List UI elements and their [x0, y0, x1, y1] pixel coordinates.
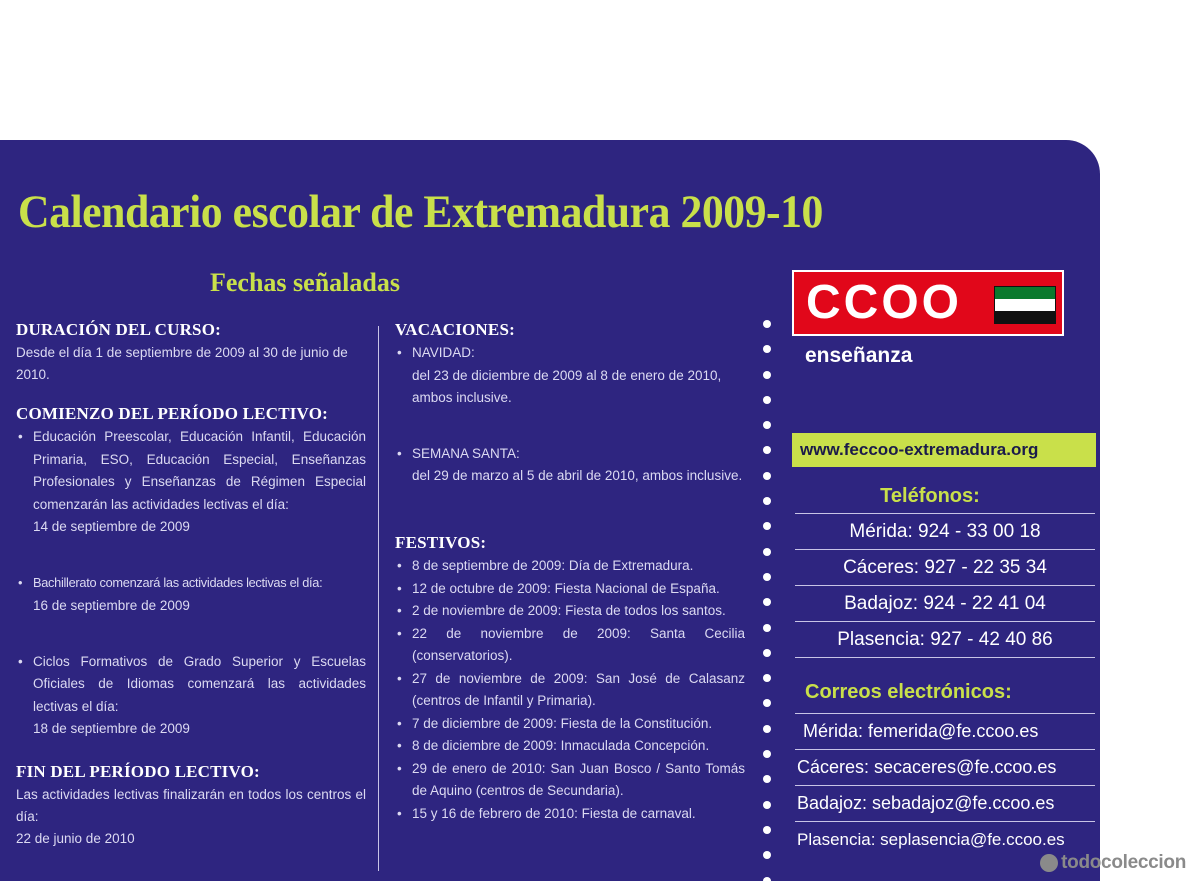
email-row[interactable]: Mérida: femerida@fe.ccoo.es: [795, 713, 1095, 749]
binding-dot: [763, 396, 771, 404]
santa-text: del 29 de marzo al 5 de abril de 2010, ambos inclusive.: [412, 468, 743, 483]
festivo-item: • 8 de diciembre de 2009: Inmaculada Concepción.: [395, 735, 745, 758]
binding-dot: [763, 345, 771, 353]
correos-table: [795, 713, 1095, 857]
comienzo-date-2: 16 de septiembre de 2009: [33, 597, 190, 613]
binding-dot: [763, 421, 771, 429]
binding-dot: [763, 371, 771, 379]
festivo-item: • 2 de noviembre de 2009: Fiesta de todos los santos.: [395, 600, 745, 623]
vacaciones-heading: VACACIONES:: [395, 320, 515, 339]
comienzo-date-3: 18 de septiembre de 2009: [33, 721, 190, 736]
binding-dot: [763, 699, 771, 707]
comienzo-date-1: 14 de septiembre de 2009: [33, 519, 190, 534]
fin-text: Las actividades lectivas finalizarán en todos los centros el día:: [16, 787, 366, 824]
comienzo-list: [16, 426, 366, 516]
binding-dot: [763, 320, 771, 328]
binding-dot: [763, 598, 771, 606]
page-title: Calendario escolar de Extremadura 2009-10: [18, 186, 823, 238]
festivo-item: • 12 de octubre de 2009: Fiesta Nacional de España.: [395, 578, 745, 601]
email-row[interactable]: Badajoz: sebadajoz@fe.ccoo.es: [795, 785, 1095, 821]
email-row[interactable]: Cáceres: secaceres@fe.ccoo.es: [795, 749, 1095, 785]
extremadura-flag-icon: [994, 286, 1056, 324]
binding-dot: [763, 446, 771, 454]
logo-text: CCOO: [806, 276, 962, 329]
festivos-list: [395, 555, 745, 825]
binding-dot: [763, 573, 771, 581]
binding-dot: [763, 775, 771, 783]
fin-date: 22 de junio de 2010: [16, 831, 135, 846]
watermark-text: todocoleccion: [1061, 852, 1186, 873]
binding-dot: [763, 548, 771, 556]
todocoleccion-icon: [1040, 854, 1058, 872]
binding-dot: [763, 750, 771, 758]
festivo-item: • 15 y 16 de febrero de 2010: Fiesta de carnaval.: [395, 803, 745, 826]
website-link[interactable]: www.feccoo-extremadura.org: [792, 433, 1096, 467]
phone-row: Badajoz: 924 - 22 41 04: [795, 585, 1095, 621]
binding-dot: [763, 624, 771, 632]
festivos-heading: FESTIVOS:: [395, 533, 487, 552]
telefonos-heading: Teléfonos:: [880, 485, 980, 507]
duracion-heading: DURACIÓN DEL CURSO:: [16, 320, 221, 339]
festivo-item: • 29 de enero de 2010: San Juan Bosco / Santo Tomás de Aquino (centros de Secundaria).: [395, 758, 745, 803]
binding-dot: [763, 877, 771, 881]
navidad-text: del 23 de diciembre de 2009 al 8 de enero de 2010, ambos inclusive.: [412, 367, 722, 405]
comienzo-heading: COMIENZO DEL PERÍODO LECTIVO:: [16, 404, 328, 423]
festivo-item: • 7 de diciembre de 2009: Fiesta de la Constitución.: [395, 713, 745, 736]
ccoo-logo: [792, 270, 1064, 336]
email-row[interactable]: Plasencia: seplasencia@fe.ccoo.es: [795, 821, 1095, 857]
binding-dot: [763, 801, 771, 809]
festivo-item: • 22 de noviembre de 2009: Santa Cecilia (conservatorios).: [395, 623, 745, 668]
calendar-card: [0, 140, 1100, 881]
festivo-item: • 8 de septiembre de 2009: Día de Extremadura.: [395, 555, 745, 578]
festivo-item: • 27 de noviembre de 2009: San José de Calasanz (centros de Infantil y Primaria).: [395, 668, 745, 713]
binding-dot: [763, 522, 771, 530]
fin-heading: FIN DEL PERÍODO LECTIVO:: [16, 762, 260, 781]
telefonos-table: [795, 513, 1095, 658]
comienzo-item-2: • Bachillerato comenzará las actividades lectivas el día:: [16, 572, 366, 595]
subtitle: Fechas señaladas: [210, 268, 400, 297]
phone-row: Mérida: 924 - 33 00 18: [795, 513, 1095, 549]
middle-column: [395, 320, 745, 825]
binding-dots: [763, 320, 773, 881]
binding-dot: [763, 725, 771, 733]
column-divider: [378, 326, 379, 871]
left-column: [16, 320, 366, 850]
comienzo-item-1: • Educación Preescolar, Educación Infantil, Educación Primaria, ESO, Educación Especial, Enseñanzas Profesionales y Enseñanzas de Régimen Especial comenzarán las actividades lectivas el día:: [16, 426, 366, 516]
binding-dot: [763, 826, 771, 834]
watermark: [1040, 852, 1186, 874]
binding-dot: [763, 851, 771, 859]
phone-row: Plasencia: 927 - 42 40 86: [795, 621, 1095, 658]
correos-heading: Correos electrónicos:: [805, 681, 1012, 703]
binding-dot: [763, 497, 771, 505]
logo-subtitle: enseñanza: [805, 344, 913, 367]
comienzo-item-3: • Ciclos Formativos de Grado Superior y Escuelas Oficiales de Idiomas comenzará las actividades lectivas el día:: [16, 651, 366, 719]
santa-label: • SEMANA SANTA:: [395, 443, 745, 466]
binding-dot: [763, 649, 771, 657]
binding-dot: [763, 674, 771, 682]
binding-dot: [763, 472, 771, 480]
navidad-label: • NAVIDAD:: [395, 342, 745, 365]
phone-row: Cáceres: 927 - 22 35 34: [795, 549, 1095, 585]
duracion-text: Desde el día 1 de septiembre de 2009 al 30 de junio de 2010.: [16, 345, 348, 382]
